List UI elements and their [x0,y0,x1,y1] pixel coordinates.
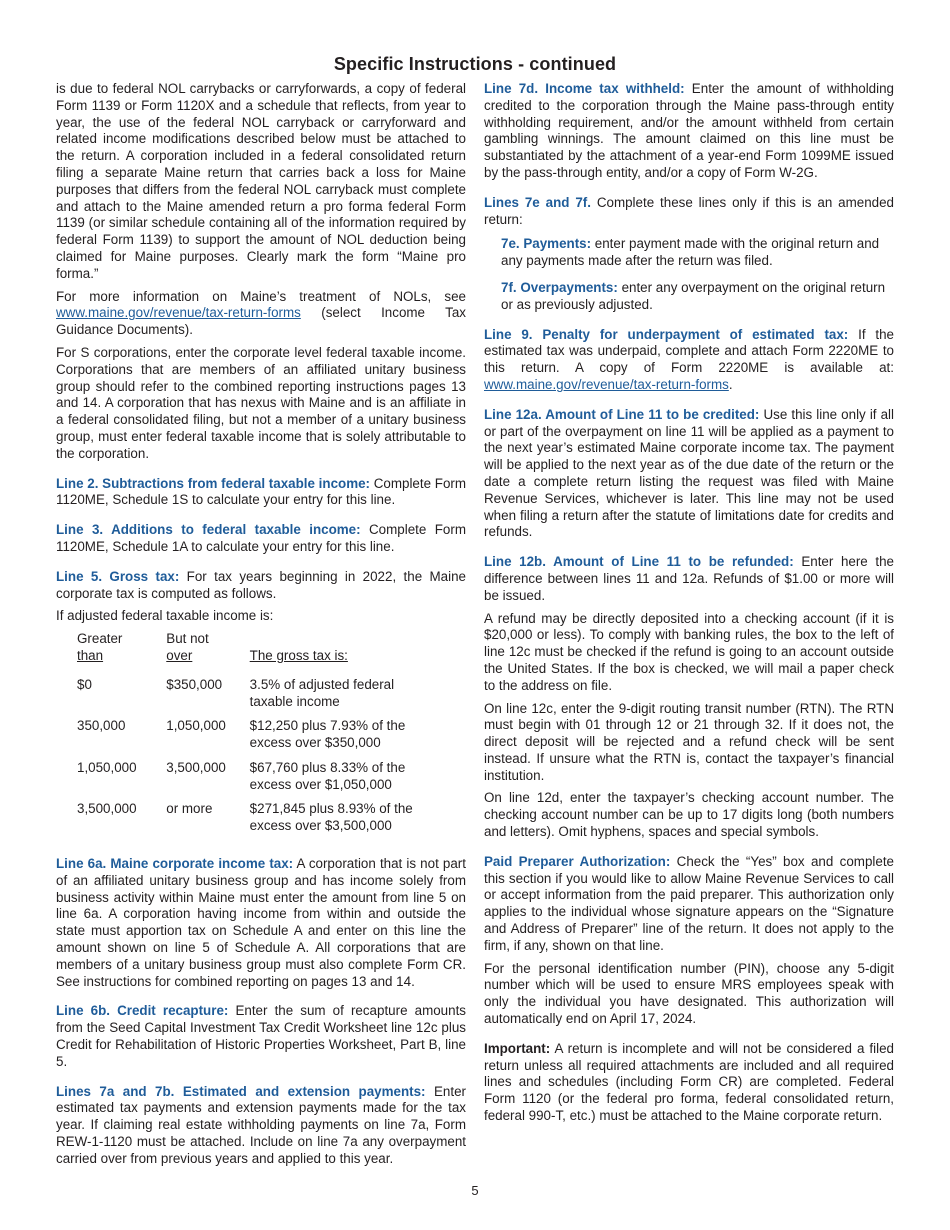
nol-info-paragraph [56,289,466,339]
right-column [484,81,894,1131]
header-than: than [77,647,104,663]
header-gross-tax [250,631,466,677]
page-title: Specific Instructions - continued [333,54,617,74]
cell-gross-tax [250,760,466,802]
direct-deposit-paragraph: A refund may be directly deposited into a checking account (if it is $20,000 or less). To comply with banking rules, the box to the left of line 12c must be checked if the refund is going to an account outside the United States. If the box is checked, we will mail a paper check to the address on file. [484,610,894,693]
nol-info-text: For more information on Maine’s treatment of NOLs, see [56,288,466,304]
important-section [484,1041,894,1125]
line5-heading: Line 5. Gross tax: [56,568,180,584]
line7f-body: enter any overpayment on the original return or as previously adjusted. [501,279,886,312]
gross-tax-table [77,631,466,843]
header-but-not-over [166,631,249,677]
line7ef-section [484,195,894,229]
line7e-body: enter payment made with the original return and any payments made after the return was filed. [501,236,880,269]
line7d-section [484,81,894,182]
line12b-heading: Line 12b. Amount of Line 11 to be refunded: [484,554,794,570]
gross-tax-table-header [77,631,466,677]
line7e-section [484,236,894,270]
cell-gross-tax-line2: excess over $3,500,000 [249,818,392,834]
line12a-body: Use this line only if all or part of the overpayment on line 11 will be applied as a payment to the next year’s estimated Maine corporate income tax. The payment will be applied to the next year as of the due date of the return or the date a complete return listing the request was filed with Maine Revenue Services, whichever is later. This line may not be used when filing a return after the statute of limitations date for credits and refunds. [484,406,894,540]
line7ab-section [56,1084,466,1168]
line2-heading: Line 2. Subtractions from federal taxable income: [56,475,371,491]
cell-greater-than: $0 [77,676,92,692]
line12b-body: Enter here the difference between lines 11 and 12a. Refunds of $1.00 or more will be issued. [484,554,894,603]
pin-paragraph: For the personal identification number (PIN), choose any 5-digit number which will be used to ensure MRS employees speak with only the individual you have designated. This authorization will automatically end on April 17, 2024. [484,960,894,1027]
line2-body: Complete Form 1120ME, Schedule 1S to calculate your entry for this line. [56,475,467,508]
paid-preparer-section [484,854,894,955]
page-number: 5 [471,1183,479,1198]
cell-gross-tax-line2: excess over $1,050,000 [249,776,392,792]
table-row [77,718,466,760]
line6b-section [56,1003,466,1070]
line12b-section [484,554,894,604]
line7ef-body: Complete these lines only if this is an amended return: [484,194,894,227]
nol-paragraph: is due to federal NOL carrybacks or carryforwards, a copy of federal Form 1139 or Form 1120X and a schedule that reflects, from year to year, the use of the federal NOL carryback or carryforward and related income modifications described below must be attached to the return. A corporation included in a federal consolidated return filing a separate Maine return that carries back a loss for Maine purposes that differs from the federal NOL carryback must complete and attach to the Maine amended return a pro forma federal Form 1139 (or similar schedule containing all of the information required by federal Form 1139) to support the amount of NOL deduction being claimed for Maine purposes. Clearly mark the form “Maine pro forma.” [56,81,466,281]
cell-but-not-over: $350,000 [166,676,223,692]
line7d-body: Enter the amount of withholding credited to the corporation through the Maine pass-through entity withholding requirement, and/or the amount withheld from certain gambling winnings. The amount claimed on this line must be substantiated by the attachment of a year-end Form 1099ME issued by the pass-through entity, and/or a copy of Form W-2G. [484,81,895,180]
cell-but-not-over: or more [166,801,213,817]
cell-gross-tax-line1: $12,250 plus 7.93% of the [249,718,406,734]
line7f-heading: 7f. Overpayments: [501,279,618,295]
header-greater: Greater [77,631,123,647]
line9-heading: Line 9. Penalty for underpayment of estimated tax: [484,326,849,342]
line5-section [56,569,466,603]
routing-number-paragraph: On line 12c, enter the 9-digit routing transit number (RTN). The RTN must begin with 01 through 12 or 21 through 32. If it does not, the direct deposit will be rejected and a refund check will be sent instead. If unsure what the RTN is, contact the taxpayer’s financial institution. [484,700,894,783]
cell-gross-tax-line2: taxable income [249,693,340,709]
line7ef-heading: Lines 7e and 7f. [484,194,591,210]
line7d-heading: Line 7d. Income tax withheld: [484,81,685,96]
cell-but-not-over: 1,050,000 [166,718,226,734]
header-but-not: But not [166,631,209,647]
cell-gross-tax-line1: $67,760 plus 8.33% of the [249,759,406,775]
line6a-heading: Line 6a. Maine corporate income tax: [56,856,294,872]
form-2220me-link[interactable]: www.maine.gov/revenue/tax-return-forms [484,376,729,392]
line6a-section [56,856,466,990]
cell-gross-tax [250,677,466,719]
line7ab-body: Enter estimated tax payments and extension payments made for the tax year. If claiming real estate withholding payments on line 7a, Form REW-1-1120 must be attached. Include on line 7a any overpayment carried over from previous years and applied to this year. [56,1083,466,1166]
cell-gross-tax-line1: 3.5% of adjusted federal [249,676,395,692]
line9-section [484,327,894,394]
cell-gross-tax-line1: $271,845 plus 8.93% of the [249,801,413,817]
line5-body: For tax years beginning in 2022, the Maine corporate tax is computed as follows. [56,568,466,601]
paid-preparer-heading: Paid Preparer Authorization: [484,853,671,869]
line6a-body: A corporation that is not part of an affiliated unitary business group and has income solely from business activity within Maine must enter the amount from line 5 on line 6a. A corporation having income from within and outside the state must apportion tax on Schedule A and enter on this line the amount shown on line 5 of Schedule A. All corporations that are members of a unitary business group must also complete Form CR. See instructions for combined reporting on pages 13 and 14. [56,856,466,989]
header-gross-tax-label: The gross tax is: [249,647,348,663]
header-greater-than [77,631,166,677]
cell-greater-than: 3,500,000 [77,801,137,817]
important-heading: Important: [484,1040,551,1056]
line3-body: Complete Form 1120ME, Schedule 1A to calculate your entry for this line. [56,522,466,554]
line3-section [56,522,466,556]
line9-body: If the estimated tax was underpaid, complete and attach Form 2220ME to this return. A copy of Form 2220ME is available at: [484,326,894,376]
line7f-section [484,280,894,314]
line2-section [56,476,466,510]
table-row [77,801,466,843]
line12a-section [484,407,894,541]
line7e-heading: 7e. Payments: [501,236,592,252]
s-corp-paragraph: For S corporations, enter the corporate level federal taxable income. Corporations that are members of an affiliated unitary business group should refer to the combined reporting instructions pages 13 and 14. A corporation that has nexus with Maine and is an affiliate in a federal consolidated filing, but not a member of a unitary business group, must enter federal taxable income that is solely attributable to the corporation. [56,344,466,461]
cell-gross-tax [250,718,466,760]
account-number-paragraph: On line 12d, enter the taxpayer’s checking account number. The checking account number can be up to 17 digits long (both numbers and letters). Omit hyphens, spaces and special symbols. [484,790,894,840]
tax-return-forms-link[interactable]: www.maine.gov/revenue/tax-return-forms [56,305,301,321]
line12a-heading: Line 12a. Amount of Line 11 to be credited: [484,406,760,422]
line9-tail: . [728,376,733,392]
cell-gross-tax [250,801,466,843]
paid-preparer-body: Check the “Yes” box and complete this section if you would like to allow Maine Revenue Services to call or accept information from the paid preparer. This authorization only applies to the individual whose signature appears on the “Signature and Address of Preparer” line of the return. It does not apply to the firm, if any, shown on that line. [484,853,894,953]
line7ab-heading: Lines 7a and 7b. Estimated and extension payments: [56,1083,426,1099]
table-row [77,677,466,719]
line3-heading: Line 3. Additions to federal taxable income: [56,522,361,538]
header-over: over [166,647,193,663]
line6b-body: Enter the sum of recapture amounts from the Seed Capital Investment Tax Credit Worksheet line 12c plus Credit for Rehabilitation of Historic Properties Worksheet, Part B, line 5. [56,1003,466,1069]
nol-info-tail: (select Income Tax Guidance Documents). [56,305,466,338]
line6b-heading: Line 6b. Credit recapture: [56,1003,229,1019]
table-row [77,760,466,802]
left-column [56,81,466,1174]
cell-gross-tax-line2: excess over $350,000 [249,735,381,751]
cell-greater-than: 350,000 [77,718,126,734]
adjusted-income-intro: If adjusted federal taxable income is: [56,608,274,624]
cell-but-not-over: 3,500,000 [166,759,226,775]
important-body: A return is incomplete and will not be considered a filed return unless all required attachments are included and all required lines and schedules (including Form CR) are completed. Federal Form 1120 (or the federal pro forma, federal consolidated return, federal 990-T, etc.) must be attached to the Maine corporate return. [484,1040,894,1124]
cell-greater-than: 1,050,000 [77,759,137,775]
